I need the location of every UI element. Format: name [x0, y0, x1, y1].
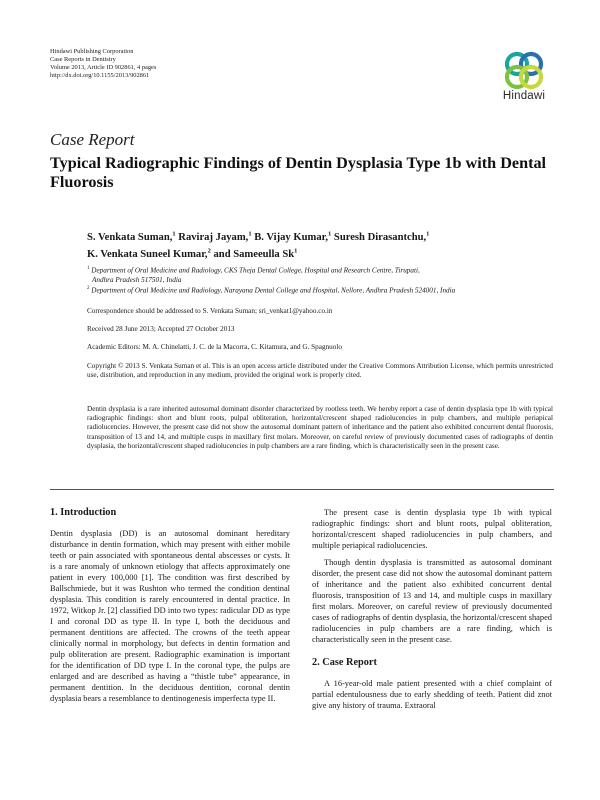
- section-heading-case-report: 2. Case Report: [312, 657, 377, 668]
- doi-link[interactable]: http://dx.doi.org/10.1155/2013/902861: [50, 72, 150, 80]
- copyright-notice: Copyright © 2013 S. Venkata Suman et al. This is an open access article distributed under the Creative Commons Attribution License, which permits unrestricted use, distribution, and reproduction in any medium, provided the original work is properly cited.: [87, 362, 553, 380]
- author[interactable]: Suresh Dirasantchu,$^1$: [333, 230, 430, 243]
- affiliation: $^2$ Department of Oral Medicine and Radiology, Narayana Dental College and Hospital, Nellore, Andhra Pradesh 524001, India: [87, 286, 456, 295]
- hindawi-logo-text: Hindawi: [502, 90, 546, 102]
- section-divider: [50, 489, 554, 490]
- article-type: Case Report: [50, 130, 135, 149]
- body-paragraph: A 16-year-old male patient presented with a chief complaint of partial edentulousness due to early shedding of teeth. Patient did znot give any history of trauma. Extraoral: [312, 679, 552, 710]
- author[interactable]: Raviraj Jayam,$^1$: [178, 230, 252, 243]
- author[interactable]: K. Venkata Suneel Kumar,$^2$: [87, 247, 211, 261]
- author-list: [87, 227, 557, 263]
- intro-paragraph: Dentin dysplasia (DD) is an autosomal dominant hereditary disturbance in dentin formation, which may present with either mobile teeth or pain associated with spontaneous dental abscesses or cysts. It is a rare anomaly of unknown etiology that affects approximately one patient in every 100,000 [1]. The condition was first described by Ballschmiede, but it was Rushton who termed the condition dentinal dysplasia. This condition is rarely encountered in dental practice. In 1972, Witkop Jr. [2] classified DD into two types: radicular DD as type I and coronal DD as type II. In type I, both the deciduous and permanent dentitions are affected. The crowns of the teeth appear clinically normal in morphology, but defects in dentin formation and pulp obliteration are present. Radiographic examination is important for the identification of DD type I. In the coronal type, the pulps are enlarged and are described as having a “thistle tube” appearance, in permanent dentition. In the deciduous dentition, coronal dentin dysplasia bears a resemblance to dentinogenesis imperfecta type II.: [50, 529, 290, 703]
- volume-line: Volume 2013, Article ID 902861, 4 pages: [50, 64, 157, 72]
- right-column: [312, 507, 552, 711]
- publisher-name: Hindawi Publishing Corporation: [50, 48, 134, 55]
- academic-editors: Academic Editors: M. A. Chinelatti, J. C. de la Macorra, C. Kitamura, and G. Spagnuolo: [87, 343, 342, 351]
- abstract: Dentin dysplasia is a rare inherited autosomal dominant disorder characterized by rootless teeth. We hereby report a case of dentin dysplasia type 1b with typical radiographic findings: short and blunt roots, pulpal obliteration, horizontal/crescent shaped radiolucencies in pulp chambers, and multiple periapical radiolucencies. However, the present case did not show the autosomal dominant pattern of inheritance and the patient also exhibited concurrent dental fluorosis, transposition of 13 and 14, and multiple cusps in maxillary first molars. Moreover, on careful review of previously documented cases of radiographs of dentin dysplasia, the horizontal/crescent shaped radiolucencies in pulp chambers are a rare finding, which is characteristically seen in the present case.: [87, 405, 553, 450]
- author[interactable]: S. Venkata Suman,$^1$: [87, 230, 176, 243]
- affiliation: $^1$ Department of Oral Medicine and Radiology, CKS Theja Dental College, Hospital and Research Centre, Tirupati, Andhra Pradesh 517501, India: [87, 266, 420, 284]
- author[interactable]: and Sameeulla Sk$^1$: [213, 247, 298, 261]
- left-column: [50, 507, 290, 704]
- body-paragraph: The present case is dentin dysplasia type 1b with typical radiographic findings: short and blunt roots, pulpal obliteration, horizontal/crescent shaped radiolucencies in pulp chambers, and multiple periapical radiolucencies.: [312, 508, 552, 550]
- received-dates: Received 28 June 2013; Accepted 27 October 2013: [87, 325, 235, 333]
- article-title: Typical Radiographic Findings of Dentin Dysplasia Type 1b with Dental Fluorosis: [50, 154, 547, 191]
- correspondence: Correspondence should be addressed to S. Venkata Suman; sri_venkat1@yahoo.co.in: [87, 307, 333, 315]
- section-heading-introduction: 1. Introduction: [50, 507, 117, 518]
- author[interactable]: B. Vijay Kumar,$^1$: [254, 230, 332, 243]
- body-paragraph: Though dentin dysplasia is transmitted as autosomal dominant disorder, the present case did not show the autosomal dominant pattern of inheritance and the patient also exhibited concurrent dental fluorosis, transposition of 13 and 14, and multiple cusps in maxillary first molars. Moreover, on careful review of previously documented cases of radiographs of dentin dysplasia, the horizontal/crescent shaped radiolucencies in pulp chambers are a rare finding, which is characteristically seen in the present case.: [312, 558, 552, 644]
- journal-name: Case Reports in Dentistry: [50, 56, 116, 64]
- journal-header: [50, 48, 156, 80]
